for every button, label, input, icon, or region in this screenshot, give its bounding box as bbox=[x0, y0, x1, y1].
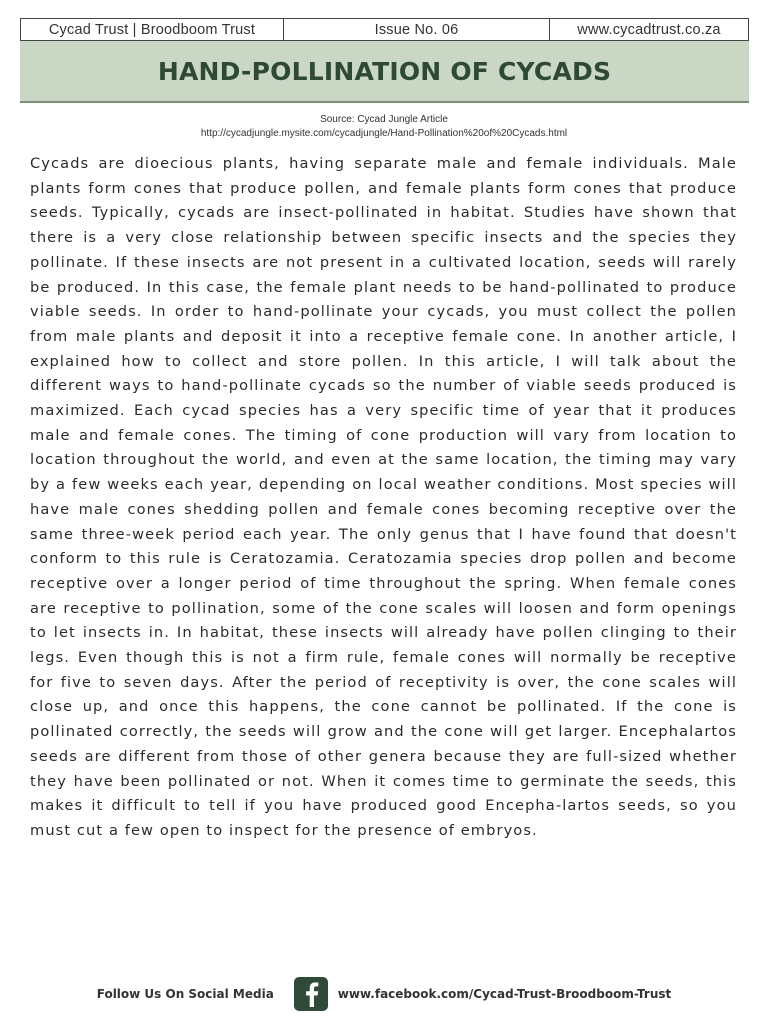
follow-label: Follow Us On Social Media bbox=[96, 987, 274, 1001]
facebook-icon[interactable] bbox=[294, 977, 328, 1011]
article-body: Cycads are dioecious plants, having separate male and female individuals. Male plants form cones that produce pollen, and female plants form cones that produce seeds. Typically, cycads are insect-pollinated in habitat. Studies have shown that there is a very close relationship between specific insects and the species they pollinate. If these insects are not present in a cultivated location, seeds will rarely be produced. In this case, the female plant needs to be hand-pollinated to produce viable seeds. In order to hand-pollinate your cycads, you must collect the pollen from male plants and deposit it into a receptive female cone. In another article, I explained how to collect and store pollen. In this article, I will talk about the different ways to hand-pollinate cycads so the number of viable seeds produced is maximized. Each cycad species has a very specific time of year that it produces male and female cones. The timing of cone production will vary from location to location throughout the world, and even at the same location, the timing may vary by a few weeks each year, depending on local weather conditions. Most species will have male cones shedding pollen and female cones becoming receptive over the same three-week period each year. The only genus that I have found that doesn't conform to this rule is Ceratozamia. Ceratozamia species drop pollen and become receptive over a longer period of time throughout the spring. When female cones are receptive to pollination, some of the cone scales will loosen and form openings to let insects in. In habitat, these insects will already have pollen clinging to their legs. Even though this is not a firm rule, female cones will normally be receptive for five to seven days. After the period of receptivity is over, the cone scales will close up, and once this happens, the cone cannot be pollinated. If the cone is pollinated correctly, the seeds will grow and the cone will get larger. Encephalartos seeds are different from those of other genera because they are full-sized whether they have been pollinated or not. When it comes time to germinate the seeds, this makes it difficult to tell if you have produced good Encepha-lartos seeds, so you must cut a few open to inspect for the presence of embryos. bbox=[30, 155, 737, 839]
header-bar bbox=[20, 18, 749, 41]
footer bbox=[0, 976, 768, 1012]
header-issue: Issue No. 06 bbox=[284, 19, 550, 40]
title-band bbox=[20, 41, 749, 103]
source-block bbox=[0, 113, 768, 141]
page-title: HAND-POLLINATION OF CYCADS bbox=[157, 56, 612, 86]
header-website[interactable]: www.cycadtrust.co.za bbox=[577, 21, 721, 38]
source-url[interactable]: http://cycadjungle.mysite.com/cycadjungle/Hand-Pollination%20of%20Cycads.html bbox=[200, 128, 568, 139]
source-label: Source: Cycad Jungle Article bbox=[320, 114, 448, 125]
header-org: Cycad Trust | Broodboom Trust bbox=[21, 19, 284, 40]
facebook-link[interactable]: www.facebook.com/Cycad-Trust-Broodboom-Trust bbox=[337, 987, 672, 1001]
